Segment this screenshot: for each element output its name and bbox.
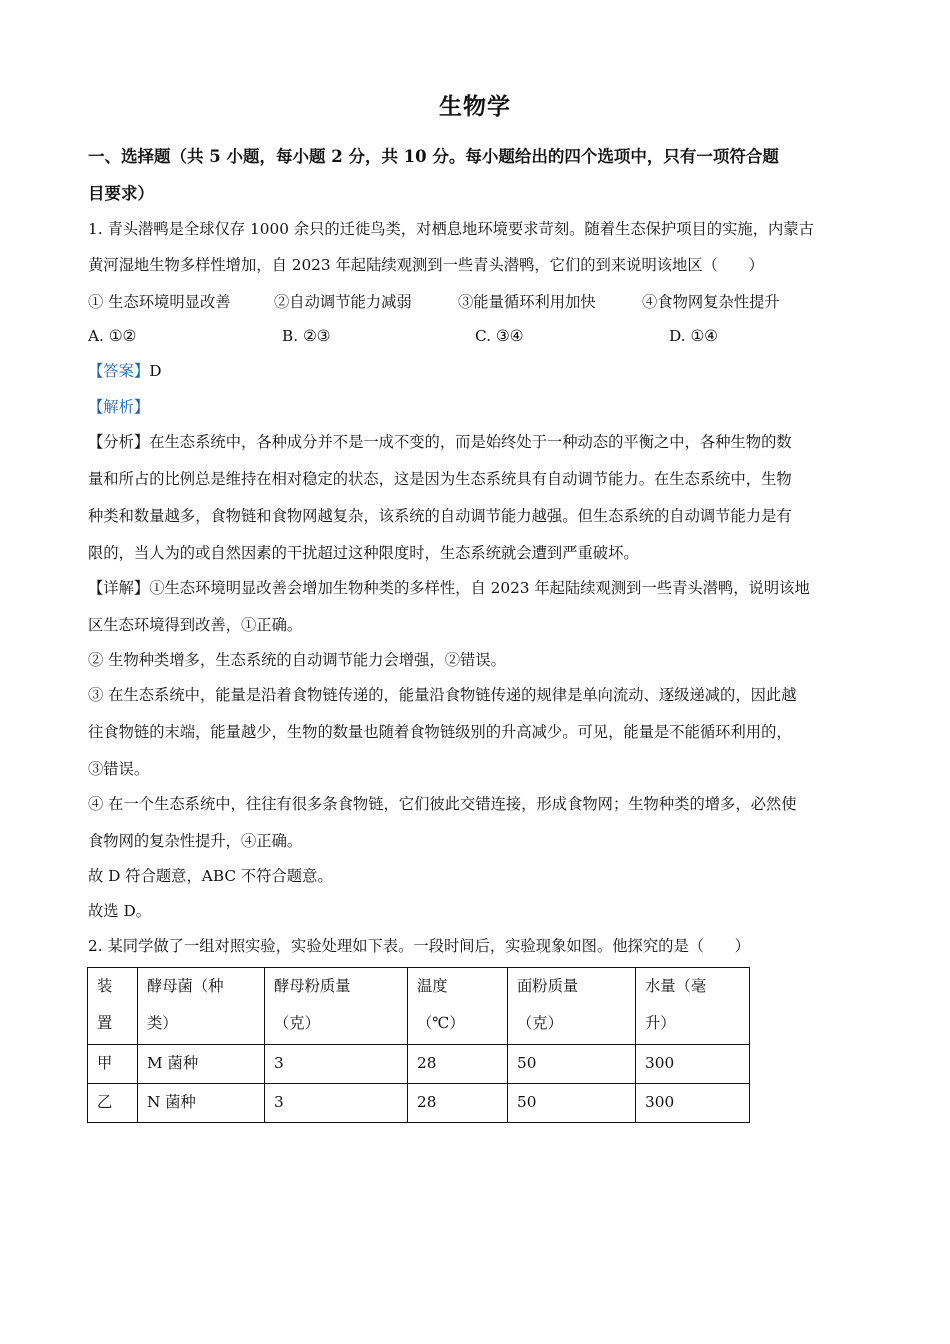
q1-statement: ④食物网复杂性提升 [642, 293, 780, 311]
header-text: 装 [97, 977, 113, 995]
table-cell: M 菌种 [138, 1045, 265, 1084]
q1-xiangjie-line9: 故 D 符合题意，ABC 不符合题意。 [88, 867, 333, 885]
q1-statement: ③能量循环利用加快 [458, 293, 596, 311]
header-text: 水量（毫 [645, 977, 707, 995]
answer-value: D [149, 362, 162, 380]
q1-xiangjie-line6: ③错误。 [88, 760, 150, 778]
q1-xiangjie-line5: 往食物链的末端，能量越少，生物的数量也随着食物链级别的升高减少。可见，能量是不能循环利用的， [88, 723, 792, 741]
header-text: （克） [274, 1014, 320, 1032]
table-header-cell [138, 968, 265, 1045]
xiangjie-text: ①生态环境明显改善会增加生物种类的多样性，自 2023 年起陆续观测到一些青头潜鸭，说明该地 [149, 579, 810, 597]
experiment-table [87, 967, 750, 1123]
q1-xiangjie-line4: ③ 在生态系统中，能量是沿着食物链传递的，能量沿食物链传递的规律是单向流动、逐级递减的，因此越 [88, 686, 797, 704]
analysis-tag: 【解析】 [88, 398, 150, 416]
q1-fenxi-line4: 限的，当人为的或自然因素的干扰超过这种限度时，生态系统就会遭到严重破坏。 [88, 544, 639, 562]
q1-stem-line1: 1. 青头潜鸭是全球仅存 1000 余只的迁徙鸟类，对栖息地环境要求苛刻。随着生态保护项目的实施，内蒙古 [88, 220, 814, 238]
q1-analysis-tag-line [88, 397, 868, 417]
table-cell: 300 [636, 1084, 750, 1123]
table-cell: 50 [508, 1084, 636, 1123]
page-title: 生物学 [439, 93, 511, 120]
q1-statement: ① 生态环境明显改善 [88, 293, 231, 311]
q1-xiangjie-line8: 食物网的复杂性提升，④正确。 [88, 832, 303, 850]
q1-xiangjie-line3: ② 生物种类增多，生态系统的自动调节能力会增强，②错误。 [88, 651, 506, 669]
table-cell: 28 [408, 1084, 508, 1123]
q1-statements [88, 292, 868, 314]
header-text: 温度 [417, 977, 448, 995]
table-row [88, 1084, 750, 1123]
table-cell: 乙 [88, 1084, 138, 1123]
table-header-cell [265, 968, 408, 1045]
header-text: 酵母粉质量 [274, 977, 351, 995]
header-text: 类） [147, 1014, 178, 1032]
q1-answer [88, 361, 868, 381]
header-text: 置 [97, 1014, 113, 1032]
table-cell: 3 [265, 1045, 408, 1084]
table-header-cell [636, 968, 750, 1045]
table-cell: 300 [636, 1045, 750, 1084]
table-row [88, 1045, 750, 1084]
q1-xiangjie-line2: 区生态环境得到改善，①正确。 [88, 616, 303, 634]
q1-option-a: A. ①② [88, 327, 137, 345]
table-header-row [88, 968, 750, 1045]
table-cell: 50 [508, 1045, 636, 1084]
table-cell: N 菌种 [138, 1084, 265, 1123]
q1-fenxi-line1 [88, 432, 868, 452]
answer-tag: 【答案】 [88, 362, 150, 380]
q1-statement: ②自动调节能力减弱 [274, 293, 412, 311]
q2-stem: 2. 某同学做了一组对照实验，实验处理如下表。一段时间后，实验现象如图。他探究的是（ ） [88, 937, 750, 955]
q1-xiangjie-line7: ④ 在一个生态系统中，往往有很多条食物链，它们彼此交错连接，形成食物网；生物种类的增多，必然使 [88, 795, 797, 813]
q1-xiangjie-line10: 故选 D。 [88, 902, 152, 920]
q1-stem-line2: 黄河湿地生物多样性增加，自 2023 年起陆续观测到一些青头潜鸭，它们的到来说明该地区（ ） [88, 256, 764, 274]
header-text: （℃） [417, 1014, 465, 1032]
section-heading-line2: 目要求） [88, 184, 154, 203]
section-heading-line1: 一、选择题（共 5 小题，每小题 2 分，共 10 分。每小题给出的四个选项中，只有一项符合题 [88, 147, 779, 166]
xiangjie-tag: 【详解】 [88, 579, 150, 597]
table-header-cell [508, 968, 636, 1045]
table-cell: 3 [265, 1084, 408, 1123]
table-cell: 28 [408, 1045, 508, 1084]
fenxi-tag: 【分析】 [88, 433, 150, 451]
q1-xiangjie-line1 [88, 578, 868, 598]
table-header-cell [88, 968, 138, 1045]
table-header-cell [408, 968, 508, 1045]
q1-option-b: B. ②③ [282, 327, 331, 345]
q1-option-d: D. ①④ [669, 327, 718, 345]
q1-fenxi-line2: 量和所占的比例总是维持在相对稳定的状态，这是因为生态系统具有自动调节能力。在生态系统中，生物 [88, 470, 792, 488]
header-text: （克） [517, 1014, 563, 1032]
q1-fenxi-line3: 种类和数量越多，食物链和食物网越复杂，该系统的自动调节能力越强。但生态系统的自动调节能力是有 [88, 507, 792, 525]
header-text: 升） [645, 1014, 676, 1032]
q1-options [88, 326, 868, 348]
header-text: 酵母菌（种 [147, 977, 224, 995]
q1-option-c: C. ③④ [475, 327, 524, 345]
header-text: 面粉质量 [517, 977, 579, 995]
table-cell: 甲 [88, 1045, 138, 1084]
fenxi-text: 在生态系统中，各种成分并不是一成不变的，而是始终处于一种动态的平衡之中，各种生物的数 [149, 433, 792, 451]
